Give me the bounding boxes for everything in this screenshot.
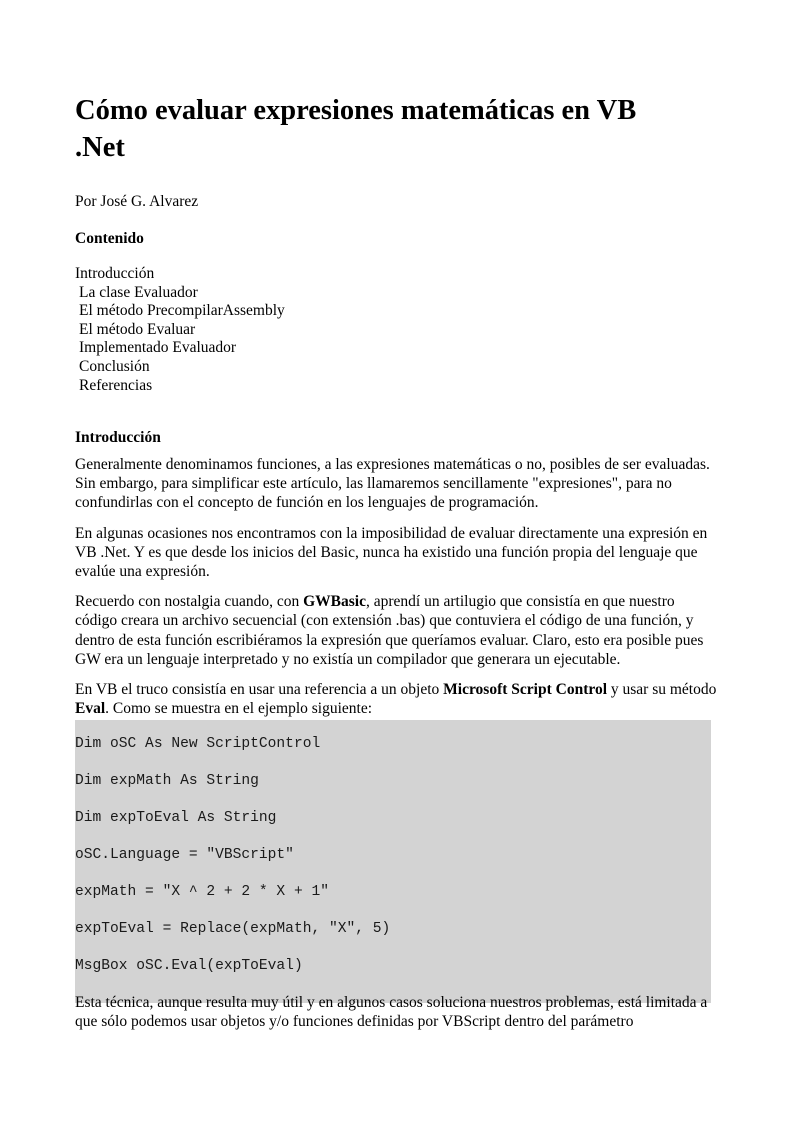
paragraph-3 xyxy=(75,592,720,669)
author-byline: Por José G. Alvarez xyxy=(75,193,199,210)
code-line: expToEval = Replace(expMath, "X", 5) xyxy=(75,920,391,937)
body-content xyxy=(75,455,720,729)
code-line: MsgBox oSC.Eval(expToEval) xyxy=(75,957,303,974)
paragraph-4-bold-microsoft-script-control: Microsoft Script Control xyxy=(443,681,608,699)
paragraph-4-text-a: En VB el truco consistía en usar una referencia a un objeto xyxy=(75,681,444,699)
toc-item-metodo-evaluar[interactable]: El método Evaluar xyxy=(79,320,196,338)
toc-item-referencias[interactable]: Referencias xyxy=(79,376,153,394)
paragraph-4-text-c: . Como se muestra en el ejemplo siguiente: xyxy=(105,700,373,718)
section-heading-introduccion: Introducción xyxy=(75,429,161,446)
paragraph-5: Esta técnica, aunque resulta muy útil y en algunos casos soluciona nuestros problemas, está limitada a que sólo podemos usar objetos y/o funciones definidas por VBScript dentro del parámetro xyxy=(75,994,708,1031)
paragraph-3-text-a: Recuerdo con nostalgia cuando, con xyxy=(75,593,304,611)
toc-item-metodo-precompilarassembly[interactable]: El método PrecompilarAssembly xyxy=(79,302,285,320)
code-line: Dim expToEval As String xyxy=(75,809,277,826)
body-content-continued xyxy=(75,993,723,1031)
paragraph-3-bold-gwbasic: GWBasic xyxy=(303,593,366,611)
code-line: oSC.Language = "VBScript" xyxy=(75,846,294,863)
toc-item-implementado-evaluador[interactable]: Implementado Evaluador xyxy=(79,339,237,357)
toc-item-la-clase-evaluador[interactable]: La clase Evaluador xyxy=(79,283,198,301)
paragraph-4-text-b: y usar su método xyxy=(607,681,717,699)
toc-item-conclusion[interactable]: Conclusión xyxy=(79,357,150,375)
paragraph-4 xyxy=(75,680,720,718)
toc-item-introduccion[interactable]: Introducción xyxy=(75,265,155,282)
page-title: Cómo evaluar expresiones matemáticas en VB .Net xyxy=(75,95,637,163)
paragraph-2: En algunas ocasiones nos encontramos con la imposibilidad de evaluar directamente una expresión en VB .Net. Y es que desde los inicios del Basic, nunca ha existido una función propia del lenguaje que evalúe una expresión. xyxy=(75,524,708,581)
code-block xyxy=(75,720,711,1003)
code-line: Dim oSC As New ScriptControl xyxy=(75,735,321,752)
contents-heading: Contenido xyxy=(75,230,144,247)
table-of-contents xyxy=(75,265,285,395)
paragraph-1: Generalmente denominamos funciones, a las expresiones matemáticas o no, posibles de ser evaluadas. Sin embargo, para simplificar este artículo, las llamaremos sencillamente "expresiones", para no confundirlas con el concepto de función en los lenguajes de programación. xyxy=(75,456,710,512)
paragraph-3-text-b: , aprendí un artilugio que consistía en que nuestro código creara un archivo secuencial (con extensión .bas) que contuviera el código de una función, y dentro de esta función escribiéramos la expresión que queríamos evaluar. Claro, esto era posible pues GW era un lenguaje interpretado y no existía un compilador que generara un ejecutable. xyxy=(75,593,704,668)
code-line: Dim expMath As String xyxy=(75,772,259,789)
paragraph-4-bold-eval: Eval xyxy=(75,700,106,718)
code-line: expMath = "X ^ 2 + 2 * X + 1" xyxy=(75,883,329,900)
